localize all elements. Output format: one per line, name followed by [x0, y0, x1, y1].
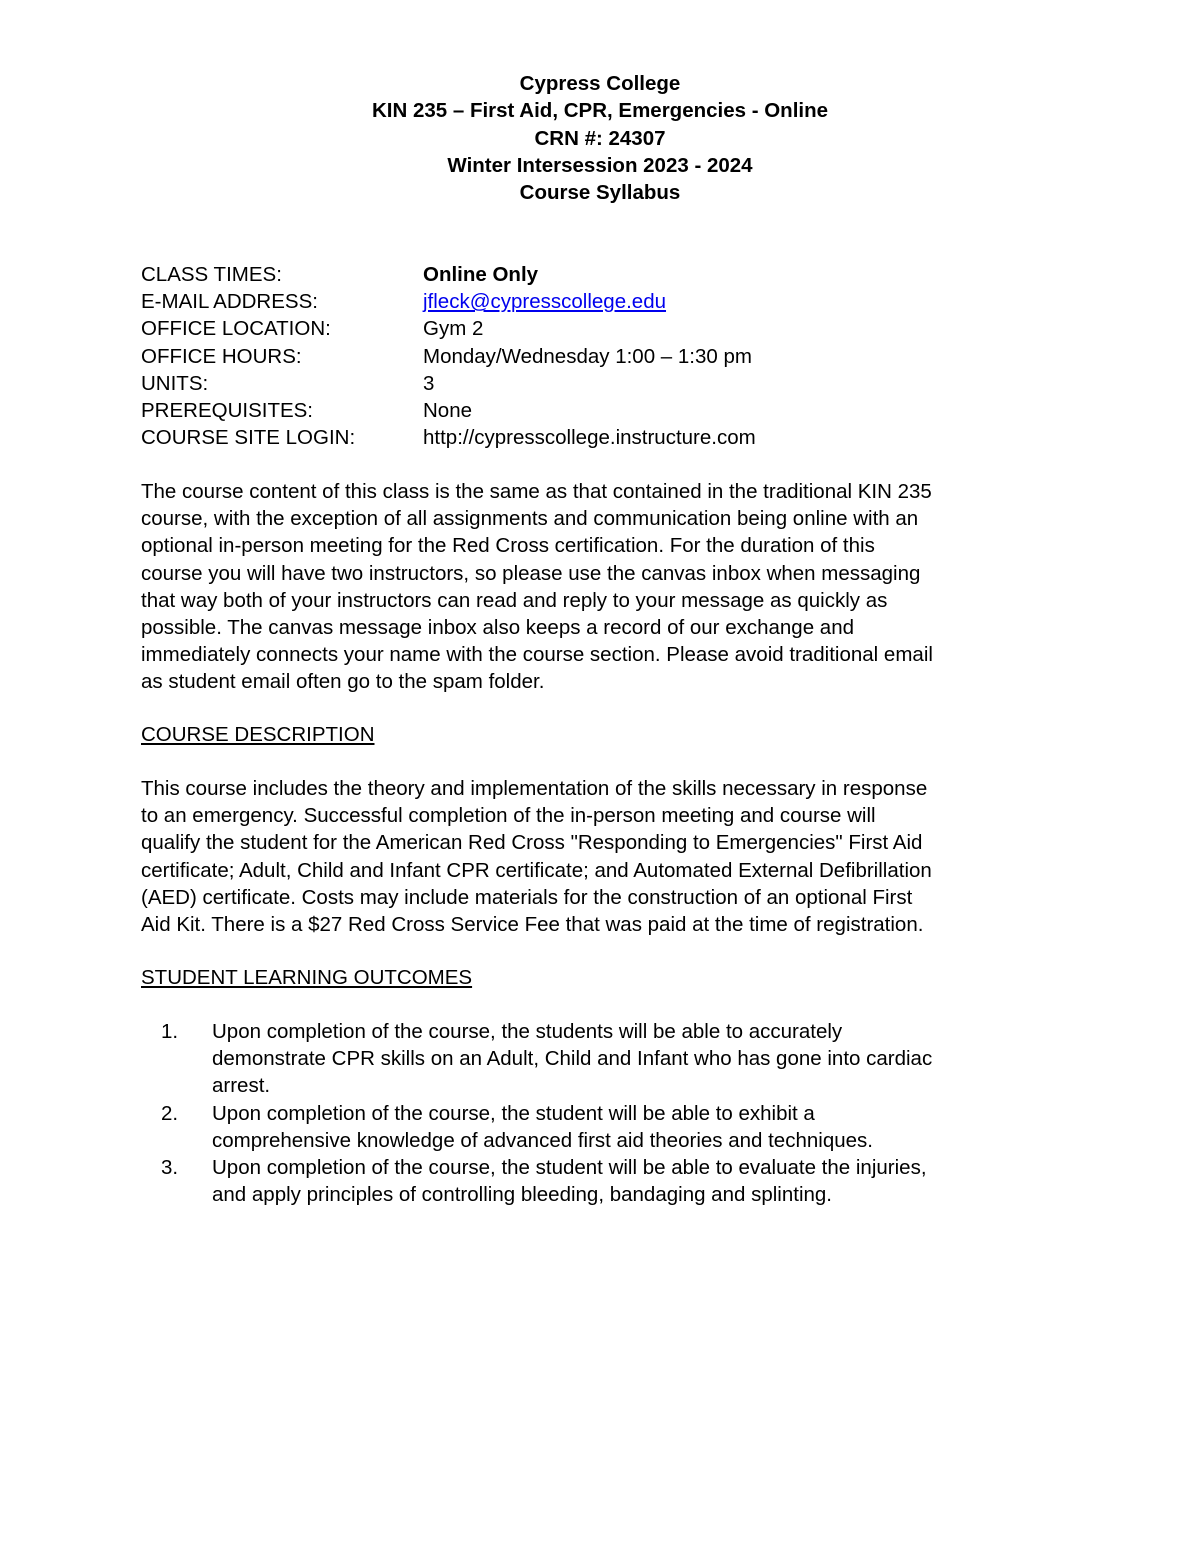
list-item-number: 3. — [161, 1156, 179, 1180]
course-info-table — [141, 261, 1091, 451]
paragraph-line: certificate; Adult, Child and Infant CPR certificate; and Automated External Defibrillation — [141, 858, 932, 882]
list-item-line: Upon completion of the course, the students will be able to accurately — [212, 1020, 843, 1043]
paragraph-line: qualify the student for the American Red Cross "Responding to Emergencies" First Aid — [141, 831, 923, 855]
list-item-line: Upon completion of the course, the student will be able to evaluate the injuries, — [212, 1156, 927, 1180]
paragraph-line: course, with the exception of all assignments and communication being online with an — [141, 507, 919, 531]
list-item-number: 1. — [161, 1020, 179, 1043]
info-label: UNITS: — [141, 371, 209, 395]
paragraph-line: to an emergency. Successful completion of the in-person meeting and course will — [141, 804, 876, 828]
list-item-line: and apply principles of controlling bleeding, bandaging and splinting. — [212, 1183, 832, 1207]
info-row-class-times — [141, 261, 1091, 288]
info-label: OFFICE HOURS: — [141, 344, 302, 368]
info-row-course-site — [141, 424, 1091, 451]
term: Winter Intersession 2023 - 2024 — [447, 153, 753, 177]
intro-paragraph — [141, 478, 1061, 696]
info-label: CLASS TIMES: — [141, 263, 282, 286]
paragraph-line: Aid Kit. There is a $27 Red Cross Service Fee that was paid at the time of registration. — [141, 913, 924, 937]
list-item-line: Upon completion of the course, the student will be able to exhibit a — [212, 1101, 815, 1125]
info-row-office-hours — [141, 343, 1091, 370]
info-value: Monday/Wednesday 1:00 – 1:30 pm — [423, 344, 752, 368]
info-row-prerequisites — [141, 397, 1091, 424]
info-row-units — [141, 370, 1091, 397]
course-description-heading: COURSE DESCRIPTION — [141, 723, 375, 746]
info-label: PREREQUISITES: — [141, 398, 314, 422]
college-name: Cypress College — [519, 72, 681, 95]
list-item — [141, 1100, 1081, 1154]
info-label: COURSE SITE LOGIN: — [141, 426, 356, 450]
course-description-paragraph — [141, 775, 1061, 938]
paragraph-line: This course includes the theory and implementation of the skills necessary in response — [141, 777, 928, 800]
syllabus-header — [0, 70, 1200, 206]
list-item-line: demonstrate CPR skills on an Adult, Child and Infant who has gone into cardiac — [212, 1047, 933, 1071]
paragraph-line: course you will have two instructors, so please use the canvas inbox when messaging — [141, 561, 921, 585]
list-item — [141, 1018, 1081, 1100]
info-label: E-MAIL ADDRESS: — [141, 290, 318, 314]
info-row-office-location — [141, 315, 1091, 342]
list-item-number: 2. — [161, 1101, 179, 1125]
paragraph-line: that way both of your instructors can read and reply to your message as quickly as — [141, 588, 888, 612]
list-item-line: comprehensive knowledge of advanced first aid theories and techniques. — [212, 1128, 873, 1152]
crn-number: CRN #: 24307 — [534, 126, 666, 150]
info-value: Online Only — [423, 263, 539, 286]
learning-outcomes-list — [141, 1018, 1081, 1208]
list-item-line: arrest. — [212, 1074, 271, 1098]
learning-outcomes-heading: STUDENT LEARNING OUTCOMES — [141, 966, 473, 989]
email-link[interactable]: jfleck@cypresscollege.edu — [423, 290, 667, 314]
document-title: Course Syllabus — [519, 181, 681, 205]
paragraph-line: optional in-person meeting for the Red Cross certification. For the duration of this — [141, 534, 875, 558]
paragraph-line: (AED) certificate. Costs may include materials for the construction of an optional First — [141, 885, 913, 909]
info-value: Gym 2 — [423, 317, 484, 341]
paragraph-line: as student email often go to the spam folder. — [141, 670, 545, 694]
course-title: KIN 235 – First Aid, CPR, Emergencies - Online — [371, 99, 829, 123]
paragraph-line: The course content of this class is the same as that contained in the traditional KIN 235 — [141, 480, 932, 503]
paragraph-line: possible. The canvas message inbox also keeps a record of our exchange and — [141, 616, 855, 640]
info-value: None — [423, 398, 473, 422]
info-value: 3 — [423, 371, 435, 395]
list-item — [141, 1154, 1081, 1208]
info-row-email — [141, 288, 1091, 315]
info-label: OFFICE LOCATION: — [141, 317, 331, 341]
paragraph-line: immediately connects your name with the course section. Please avoid traditional email — [141, 643, 933, 667]
course-site-url: http://cypresscollege.instructure.com — [423, 426, 756, 450]
